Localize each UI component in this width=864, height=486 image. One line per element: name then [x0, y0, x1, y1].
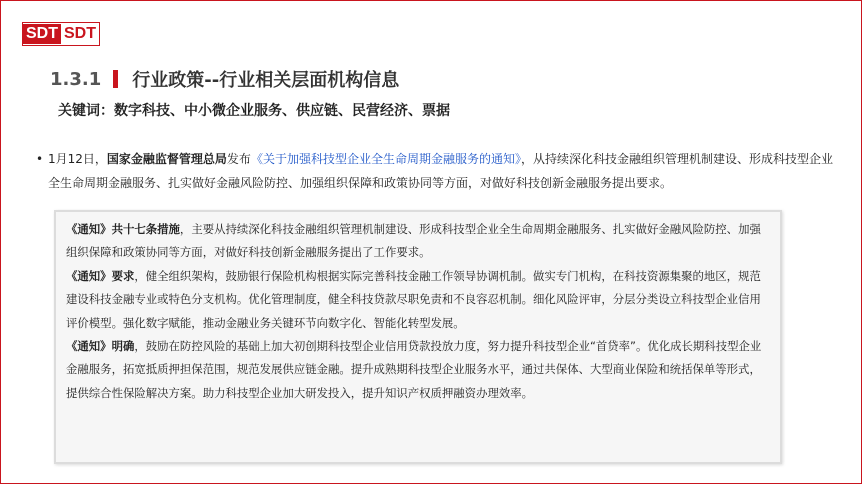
- summary-p3-text: ，鼓励在防控风险的基础上加大初创期科技型企业信用贷款投放力度，努力提升科技型企业“首贷率”。优化成长期科技型企业金融服务，拓宽抵质押担保范围，规范发展供应链金融。提升成熟期科技型企业服务水平，通过共保体、大型商业保险和统括保单等形式，提供综合性保险解决方案。助力科技型企业加大研发投入，提升知识产权质押融资办理效率。: [66, 339, 762, 400]
- summary-paragraph-1: [66, 218, 772, 265]
- bullet-text: [48, 147, 842, 195]
- logo-part-red: SDT: [23, 24, 61, 44]
- bullet-org: 国家金融监督管理总局: [106, 152, 227, 166]
- summary-p2-text: ，健全组织架构，鼓励银行保险机构根据实际完善科技金融工作领导协调机制。做实专门机构，在科技资源集聚的地区，规范建设科技金融专业或特色分支机构。优化管理制度，健全科技贷款尽职免责和不良容忍机制。细化风险评审，分层分类设立科技型企业信用评价模型。强化数字赋能，推动金融业务关键环节向数字化、智能化转型发展。: [66, 268, 761, 330]
- section-title-text: 行业政策--行业相关层面机构信息: [132, 70, 400, 91]
- section-title: [50, 66, 399, 92]
- bullet-date: 1月12日，: [48, 152, 107, 166]
- summary-paragraph-2: [66, 265, 772, 335]
- keywords-line: 关键词：数字科技、中小微企业服务、供应链、民营经济、票据: [58, 103, 450, 119]
- summary-p2-lead: 《通知》要求: [66, 268, 135, 283]
- news-bullet: [36, 147, 842, 195]
- summary-paragraph-3: [66, 335, 772, 405]
- bullet-rest: ，从持续深化科技金融组织管理机制建设、形成科技型企业全生命周期金融服务、扎实做好金融风险防控、加强组织保障和政策协同等方面，对做好科技创新金融服务提出要求。: [48, 152, 833, 190]
- title-accent-bar: [113, 70, 118, 88]
- section-number: 1.3.1: [50, 68, 102, 90]
- sdt-logo: [22, 22, 100, 46]
- bullet-marker: •: [36, 152, 44, 166]
- notice-summary-box: [54, 210, 782, 464]
- summary-p3-lead: 《通知》明确: [66, 339, 135, 354]
- summary-p1-text: ，主要从持续深化科技金融组织管理机制建设、形成科技型企业全生命周期金融服务、扎实做好金融风险防控、加强组织保障和政策协同等方面，对做好科技创新金融服务提出了工作要求。: [66, 222, 761, 260]
- logo-part-white: SDT: [61, 24, 99, 44]
- bullet-verb: 发布: [226, 152, 251, 166]
- summary-p1-lead: 《通知》共十七条措施: [66, 222, 180, 236]
- notice-title-link[interactable]: 《关于加强科技型企业全生命周期金融服务的通知》: [250, 152, 521, 166]
